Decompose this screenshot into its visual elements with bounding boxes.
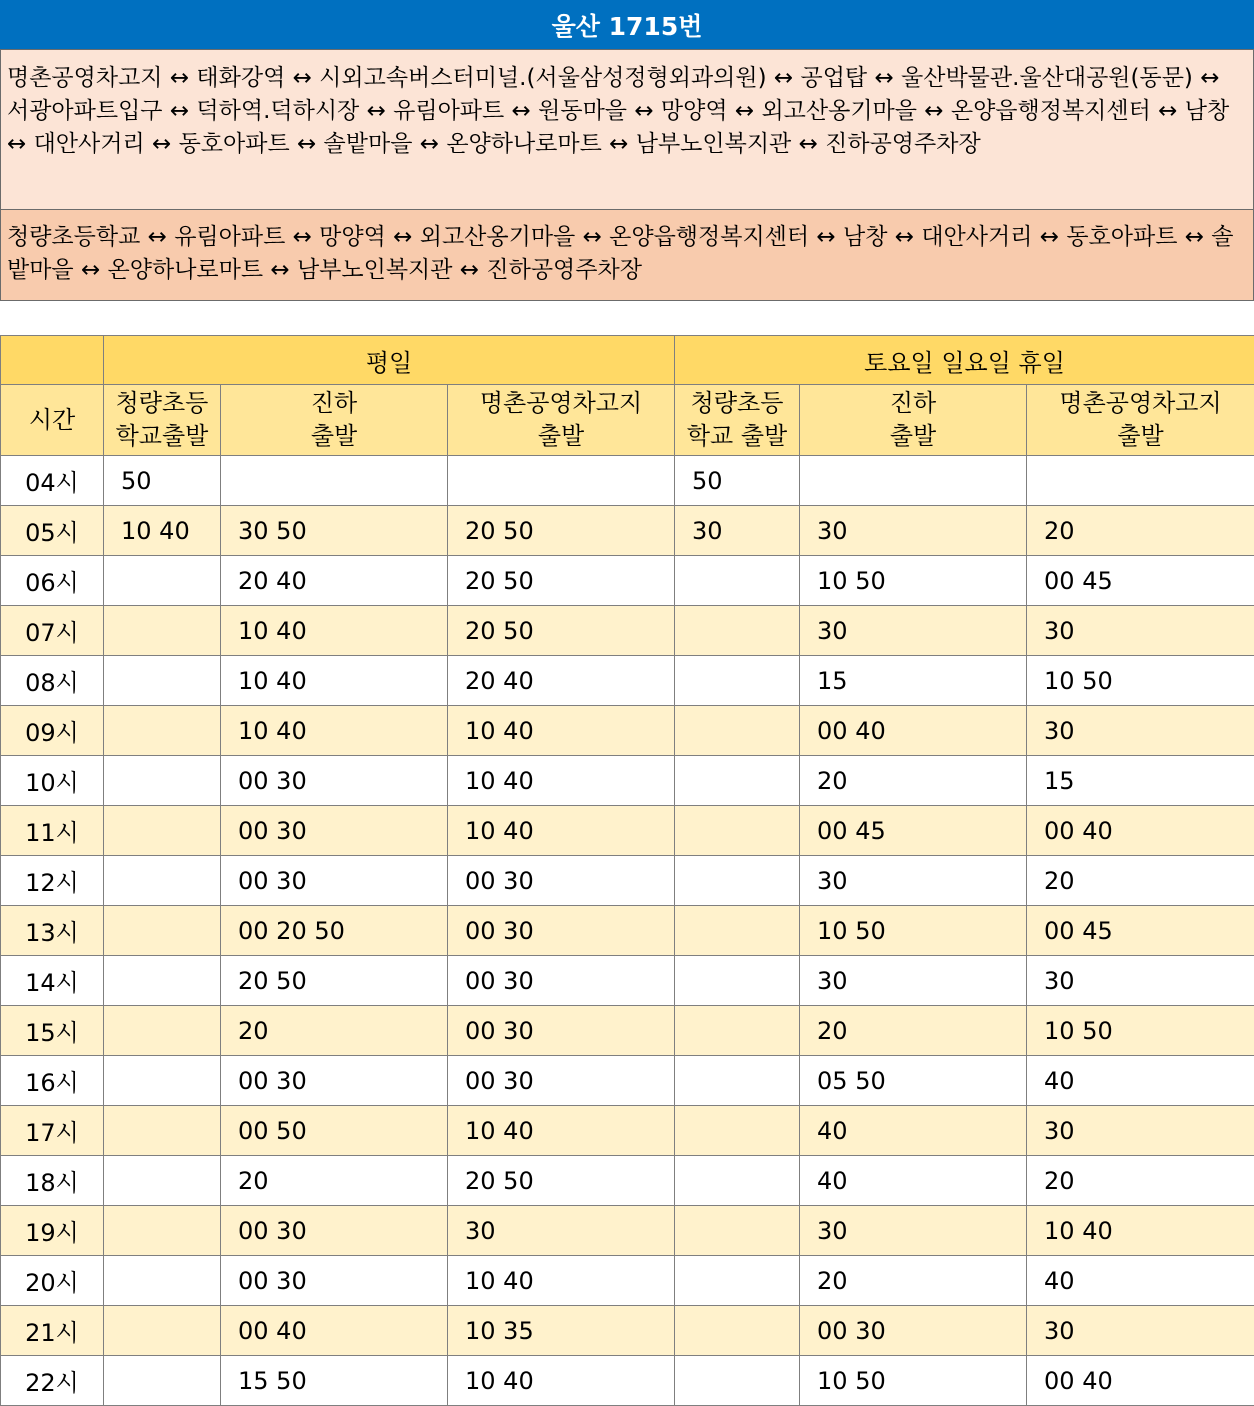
weekend-cheongryang-cell [675, 856, 800, 906]
weekend-jinha-cell: 10 50 [800, 1356, 1027, 1406]
table-row [1, 1006, 1254, 1056]
weekday-cheongryang-cell [104, 1106, 221, 1156]
weekend-jinha-cell: 20 [800, 756, 1027, 806]
weekend-jinha-cell: 10 50 [800, 556, 1027, 606]
weekday-header: 평일 [104, 336, 675, 385]
weekday-myeongchon-header: 명촌공영차고지 출발 [448, 385, 675, 456]
weekend-myeongchon-cell [1027, 456, 1254, 506]
hour-cell: 07시 [1, 606, 104, 656]
weekend-myeongchon-cell: 20 [1027, 1156, 1254, 1206]
weekday-cheongryang-cell [104, 706, 221, 756]
route-description-main: 명촌공영차고지 ↔ 태화강역 ↔ 시외고속버스터미널.(서울삼성정형외과의원) ↔ 공업탑 ↔ 울산박물관.울산대공원(동문) ↔ 서광아파트입구 ↔ 덕하역.덕하시장 ↔ 유림아파트 ↔ 원동마을 ↔ 망양역 ↔ 외고산옹기마을 ↔ 온양읍행정복지센터 ↔ 남창 ↔ 대안사거리 ↔ 동호아파트 ↔ 솔밭마을 ↔ 온양하나로마트 ↔ 남부노인복지관 ↔ 진하공영주차장 [0, 50, 1254, 210]
table-row [1, 1206, 1254, 1256]
hour-cell: 12시 [1, 856, 104, 906]
hour-cell: 11시 [1, 806, 104, 856]
weekday-jinha-cell: 00 30 [221, 756, 448, 806]
route-description-branch: 청량초등학교 ↔ 유림아파트 ↔ 망양역 ↔ 외고산옹기마을 ↔ 온양읍행정복지센터 ↔ 남창 ↔ 대안사거리 ↔ 동호아파트 ↔ 솔밭마을 ↔ 온양하나로마트 ↔ 남부노인복지관 ↔ 진하공영주차장 [0, 210, 1254, 301]
weekend-cheongryang-cell: 30 [675, 506, 800, 556]
weekday-jinha-cell: 20 [221, 1006, 448, 1056]
table-row [1, 906, 1254, 956]
weekend-jinha-cell: 30 [800, 856, 1027, 906]
weekday-jinha-cell: 00 40 [221, 1306, 448, 1356]
weekday-cheongryang-cell [104, 806, 221, 856]
weekday-myeongchon-cell: 10 40 [448, 756, 675, 806]
weekday-jinha-cell: 00 50 [221, 1106, 448, 1156]
weekend-jinha-cell: 00 45 [800, 806, 1027, 856]
table-row [1, 456, 1254, 506]
hour-cell: 17시 [1, 1106, 104, 1156]
weekend-jinha-cell: 30 [800, 506, 1027, 556]
weekday-jinha-cell: 00 30 [221, 1206, 448, 1256]
table-row [1, 556, 1254, 606]
hour-cell: 21시 [1, 1306, 104, 1356]
page-title: 울산 1715번 [0, 0, 1254, 50]
weekend-jinha-cell [800, 456, 1027, 506]
weekend-myeongchon-cell: 20 [1027, 506, 1254, 556]
weekday-jinha-cell: 10 40 [221, 606, 448, 656]
hour-cell: 14시 [1, 956, 104, 1006]
weekday-myeongchon-cell: 20 50 [448, 606, 675, 656]
weekend-cheongryang-cell [675, 1306, 800, 1356]
weekday-jinha-cell: 15 50 [221, 1356, 448, 1406]
hour-cell: 16시 [1, 1056, 104, 1106]
weekend-jinha-cell: 40 [800, 1156, 1027, 1206]
weekday-jinha-cell: 20 40 [221, 556, 448, 606]
weekday-cheongryang-cell [104, 1156, 221, 1206]
weekday-jinha-cell: 00 30 [221, 1256, 448, 1306]
weekday-jinha-cell: 20 50 [221, 956, 448, 1006]
weekend-cheongryang-cell: 50 [675, 456, 800, 506]
hour-cell: 18시 [1, 1156, 104, 1206]
weekday-cheongryang-cell [104, 1206, 221, 1256]
weekend-myeongchon-cell: 10 40 [1027, 1206, 1254, 1256]
weekend-myeongchon-cell: 40 [1027, 1256, 1254, 1306]
weekend-cheongryang-cell [675, 1106, 800, 1156]
table-row [1, 606, 1254, 656]
weekend-cheongryang-cell [675, 606, 800, 656]
timetable [0, 335, 1254, 1406]
table-row [1, 1106, 1254, 1156]
weekend-jinha-header: 진하 출발 [800, 385, 1027, 456]
weekend-myeongchon-cell: 10 50 [1027, 656, 1254, 706]
weekend-cheongryang-cell [675, 906, 800, 956]
table-row [1, 1156, 1254, 1206]
table-row [1, 956, 1254, 1006]
weekend-cheongryang-cell [675, 956, 800, 1006]
weekend-cheongryang-cell [675, 1256, 800, 1306]
weekday-cheongryang-cell [104, 856, 221, 906]
weekend-myeongchon-cell: 10 50 [1027, 1006, 1254, 1056]
table-row [1, 1056, 1254, 1106]
weekend-myeongchon-cell: 30 [1027, 606, 1254, 656]
weekday-cheongryang-cell [104, 1056, 221, 1106]
weekday-myeongchon-cell: 00 30 [448, 1006, 675, 1056]
weekday-jinha-cell [221, 456, 448, 506]
weekday-myeongchon-cell: 10 40 [448, 1356, 675, 1406]
weekend-myeongchon-cell: 30 [1027, 1306, 1254, 1356]
weekday-jinha-cell: 30 50 [221, 506, 448, 556]
weekday-myeongchon-cell: 00 30 [448, 906, 675, 956]
weekday-cheongryang-cell: 50 [104, 456, 221, 506]
weekend-jinha-cell: 20 [800, 1006, 1027, 1056]
time-column-header: 시간 [1, 385, 104, 456]
weekend-myeongchon-cell: 30 [1027, 956, 1254, 1006]
table-row [1, 1356, 1254, 1406]
weekday-myeongchon-cell: 10 40 [448, 1106, 675, 1156]
weekday-myeongchon-cell: 20 40 [448, 656, 675, 706]
weekday-jinha-cell: 00 30 [221, 806, 448, 856]
weekend-jinha-cell: 00 40 [800, 706, 1027, 756]
weekday-cheongryang-cell [104, 1256, 221, 1306]
weekday-cheongryang-cell [104, 756, 221, 806]
weekday-jinha-cell: 00 30 [221, 856, 448, 906]
weekend-jinha-cell: 30 [800, 606, 1027, 656]
weekend-jinha-cell: 30 [800, 956, 1027, 1006]
weekday-myeongchon-cell [448, 456, 675, 506]
hour-cell: 06시 [1, 556, 104, 606]
weekend-myeongchon-header: 명촌공영차고지 출발 [1027, 385, 1254, 456]
timetable-body [1, 456, 1254, 1406]
weekday-cheongryang-header: 청량초등 학교출발 [104, 385, 221, 456]
table-row [1, 656, 1254, 706]
hour-cell: 19시 [1, 1206, 104, 1256]
weekend-jinha-cell: 30 [800, 1206, 1027, 1256]
weekend-cheongryang-cell [675, 556, 800, 606]
weekend-myeongchon-cell: 00 45 [1027, 906, 1254, 956]
hour-cell: 20시 [1, 1256, 104, 1306]
weekend-jinha-cell: 10 50 [800, 906, 1027, 956]
weekday-myeongchon-cell: 10 40 [448, 706, 675, 756]
weekday-cheongryang-cell [104, 956, 221, 1006]
hour-cell: 05시 [1, 506, 104, 556]
weekend-cheongryang-cell [675, 1056, 800, 1106]
hour-cell: 09시 [1, 706, 104, 756]
hour-cell: 10시 [1, 756, 104, 806]
weekend-cheongryang-cell [675, 1156, 800, 1206]
table-row [1, 506, 1254, 556]
weekend-jinha-cell: 15 [800, 656, 1027, 706]
weekday-myeongchon-cell: 00 30 [448, 856, 675, 906]
weekday-myeongchon-cell: 20 50 [448, 506, 675, 556]
weekend-header: 토요일 일요일 휴일 [675, 336, 1254, 385]
table-row [1, 1256, 1254, 1306]
weekend-cheongryang-cell [675, 1006, 800, 1056]
weekend-myeongchon-cell: 00 40 [1027, 806, 1254, 856]
weekday-jinha-cell: 20 [221, 1156, 448, 1206]
weekend-cheongryang-cell [675, 806, 800, 856]
weekday-cheongryang-cell [104, 1356, 221, 1406]
weekday-myeongchon-cell: 10 40 [448, 1256, 675, 1306]
weekend-myeongchon-cell: 20 [1027, 856, 1254, 906]
weekend-cheongryang-cell [675, 756, 800, 806]
table-row [1, 756, 1254, 806]
weekend-myeongchon-cell: 15 [1027, 756, 1254, 806]
hour-cell: 15시 [1, 1006, 104, 1056]
table-row [1, 806, 1254, 856]
table-row [1, 856, 1254, 906]
hour-cell: 22시 [1, 1356, 104, 1406]
weekday-myeongchon-cell: 00 30 [448, 956, 675, 1006]
weekend-myeongchon-cell: 30 [1027, 1106, 1254, 1156]
weekday-jinha-cell: 00 30 [221, 1056, 448, 1106]
weekend-myeongchon-cell: 00 45 [1027, 556, 1254, 606]
weekday-myeongchon-cell: 20 50 [448, 1156, 675, 1206]
weekend-jinha-cell: 40 [800, 1106, 1027, 1156]
weekend-jinha-cell: 00 30 [800, 1306, 1027, 1356]
weekday-myeongchon-cell: 10 40 [448, 806, 675, 856]
hour-cell: 13시 [1, 906, 104, 956]
weekday-cheongryang-cell [104, 1306, 221, 1356]
table-row [1, 706, 1254, 756]
weekend-jinha-cell: 05 50 [800, 1056, 1027, 1106]
weekend-cheongryang-header: 청량초등 학교 출발 [675, 385, 800, 456]
hour-cell: 08시 [1, 656, 104, 706]
weekend-myeongchon-cell: 30 [1027, 706, 1254, 756]
weekday-cheongryang-cell [104, 556, 221, 606]
weekday-cheongryang-cell [104, 606, 221, 656]
weekday-cheongryang-cell [104, 906, 221, 956]
weekend-myeongchon-cell: 00 40 [1027, 1356, 1254, 1406]
weekday-cheongryang-cell [104, 656, 221, 706]
weekday-myeongchon-cell: 00 30 [448, 1056, 675, 1106]
weekday-jinha-header: 진하 출발 [221, 385, 448, 456]
hour-cell: 04시 [1, 456, 104, 506]
weekend-myeongchon-cell: 40 [1027, 1056, 1254, 1106]
weekend-cheongryang-cell [675, 706, 800, 756]
weekday-cheongryang-cell [104, 1006, 221, 1056]
weekday-jinha-cell: 10 40 [221, 656, 448, 706]
weekday-cheongryang-cell: 10 40 [104, 506, 221, 556]
corner-cell [1, 336, 104, 385]
weekend-cheongryang-cell [675, 656, 800, 706]
weekday-jinha-cell: 10 40 [221, 706, 448, 756]
weekend-cheongryang-cell [675, 1206, 800, 1256]
weekday-myeongchon-cell: 30 [448, 1206, 675, 1256]
weekday-myeongchon-cell: 20 50 [448, 556, 675, 606]
weekend-jinha-cell: 20 [800, 1256, 1027, 1306]
weekend-cheongryang-cell [675, 1356, 800, 1406]
table-row [1, 1306, 1254, 1356]
weekday-myeongchon-cell: 10 35 [448, 1306, 675, 1356]
weekday-jinha-cell: 00 20 50 [221, 906, 448, 956]
